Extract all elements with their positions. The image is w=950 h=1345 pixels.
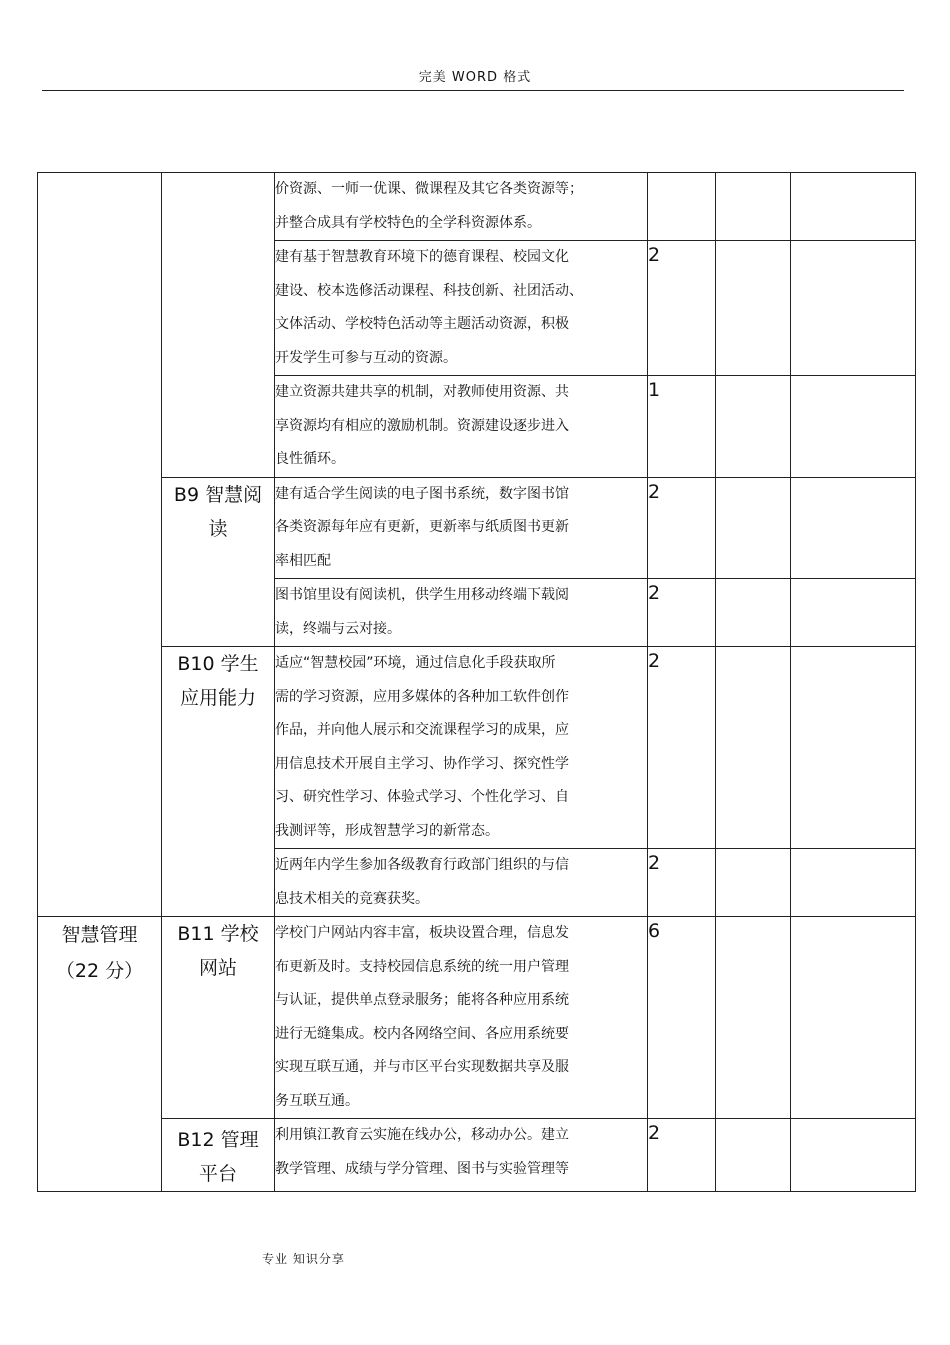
score-cell: 2 xyxy=(648,849,716,917)
score-cell: 2 xyxy=(648,241,716,376)
blank-cell xyxy=(716,849,791,917)
score-cell: 2 xyxy=(648,579,716,647)
page-header-title: 完美 WORD 格式 xyxy=(418,70,532,85)
table-row xyxy=(38,917,916,1119)
subcategory-b11: B11 学校 网站 xyxy=(162,917,275,1119)
blank-cell xyxy=(716,173,791,241)
criteria-cell: 价资源、一师一优课、微课程及其它各类资源等； 并整合成具有学校特色的全学科资源体系。 xyxy=(275,173,648,241)
score-cell: 2 xyxy=(648,477,716,579)
blank-cell xyxy=(716,579,791,647)
criteria-cell: 适应“智慧校园”环境，通过信息化手段获取所 需的学习资源，应用多媒体的各种加工软件创作 作品，并向他人展示和交流课程学习的成果，应 用信息技术开展自主学习、协作学习、探究性学 习、研究性学习、体验式学习、个性化学习、自 我测评等，形成智慧学习的新常态。 xyxy=(275,647,648,849)
category-cell-continued xyxy=(38,173,162,917)
criteria-cell: 建立资源共建共享的机制，对教师使用资源、共 享资源均有相应的激励机制。资源建设逐步进入 良性循环。 xyxy=(275,376,648,478)
blank-cell xyxy=(716,917,791,1119)
score-cell xyxy=(648,173,716,241)
criteria-cell: 建有基于智慧教育环境下的德育课程、校园文化 建设、校本选修活动课程、科技创新、社团活动、 文体活动、学校特色活动等主题活动资源，积极 开发学生可参与互动的资源。 xyxy=(275,241,648,376)
table-row xyxy=(38,1119,916,1192)
blank-cell xyxy=(791,376,916,478)
criteria-cell: 建有适合学生阅读的电子图书系统，数字图书馆 各类资源每年应有更新，更新率与纸质图书更新 率相匹配 xyxy=(275,477,648,579)
page-footer-text: 专业 知识分享 xyxy=(262,1252,345,1266)
score-cell: 2 xyxy=(648,647,716,849)
score-cell: 2 xyxy=(648,1119,716,1192)
blank-cell xyxy=(791,849,916,917)
table-row xyxy=(38,477,916,579)
criteria-cell: 近两年内学生参加各级教育行政部门组织的与信 息技术相关的竞赛获奖。 xyxy=(275,849,648,917)
category-smart-management: 智慧管理 （22 分） xyxy=(38,917,162,1192)
score-cell: 1 xyxy=(648,376,716,478)
criteria-cell: 图书馆里设有阅读机，供学生用移动终端下载阅 读，终端与云对接。 xyxy=(275,579,648,647)
table-row xyxy=(38,647,916,849)
blank-cell xyxy=(716,477,791,579)
blank-cell xyxy=(791,173,916,241)
subcategory-b9: B9 智慧阅 读 xyxy=(162,477,275,647)
blank-cell xyxy=(791,241,916,376)
blank-cell xyxy=(716,376,791,478)
criteria-cell: 利用镇江教育云实施在线办公，移动办公。建立 教学管理、成绩与学分管理、图书与实验管理等 xyxy=(275,1119,648,1192)
blank-cell xyxy=(791,917,916,1119)
blank-cell xyxy=(716,1119,791,1192)
score-cell: 6 xyxy=(648,917,716,1119)
blank-cell xyxy=(716,647,791,849)
table-row xyxy=(38,173,916,241)
subcategory-b12: B12 管理 平台 xyxy=(162,1119,275,1192)
blank-cell xyxy=(791,579,916,647)
subcategory-b10: B10 学生 应用能力 xyxy=(162,647,275,917)
blank-cell xyxy=(791,1119,916,1192)
subcategory-cell-continued xyxy=(162,173,275,478)
blank-cell xyxy=(791,477,916,579)
header-divider xyxy=(42,90,904,91)
criteria-cell: 学校门户网站内容丰富，板块设置合理，信息发 布更新及时。支持校园信息系统的统一用户管理 与认证，提供单点登录服务；能将各种应用系统 进行无缝集成。校内各网络空间、各应用系统要 实现互联互通，并与市区平台实现数据共享及服 务互联互通。 xyxy=(275,917,648,1119)
evaluation-table xyxy=(37,172,916,1192)
blank-cell xyxy=(791,647,916,849)
blank-cell xyxy=(716,241,791,376)
